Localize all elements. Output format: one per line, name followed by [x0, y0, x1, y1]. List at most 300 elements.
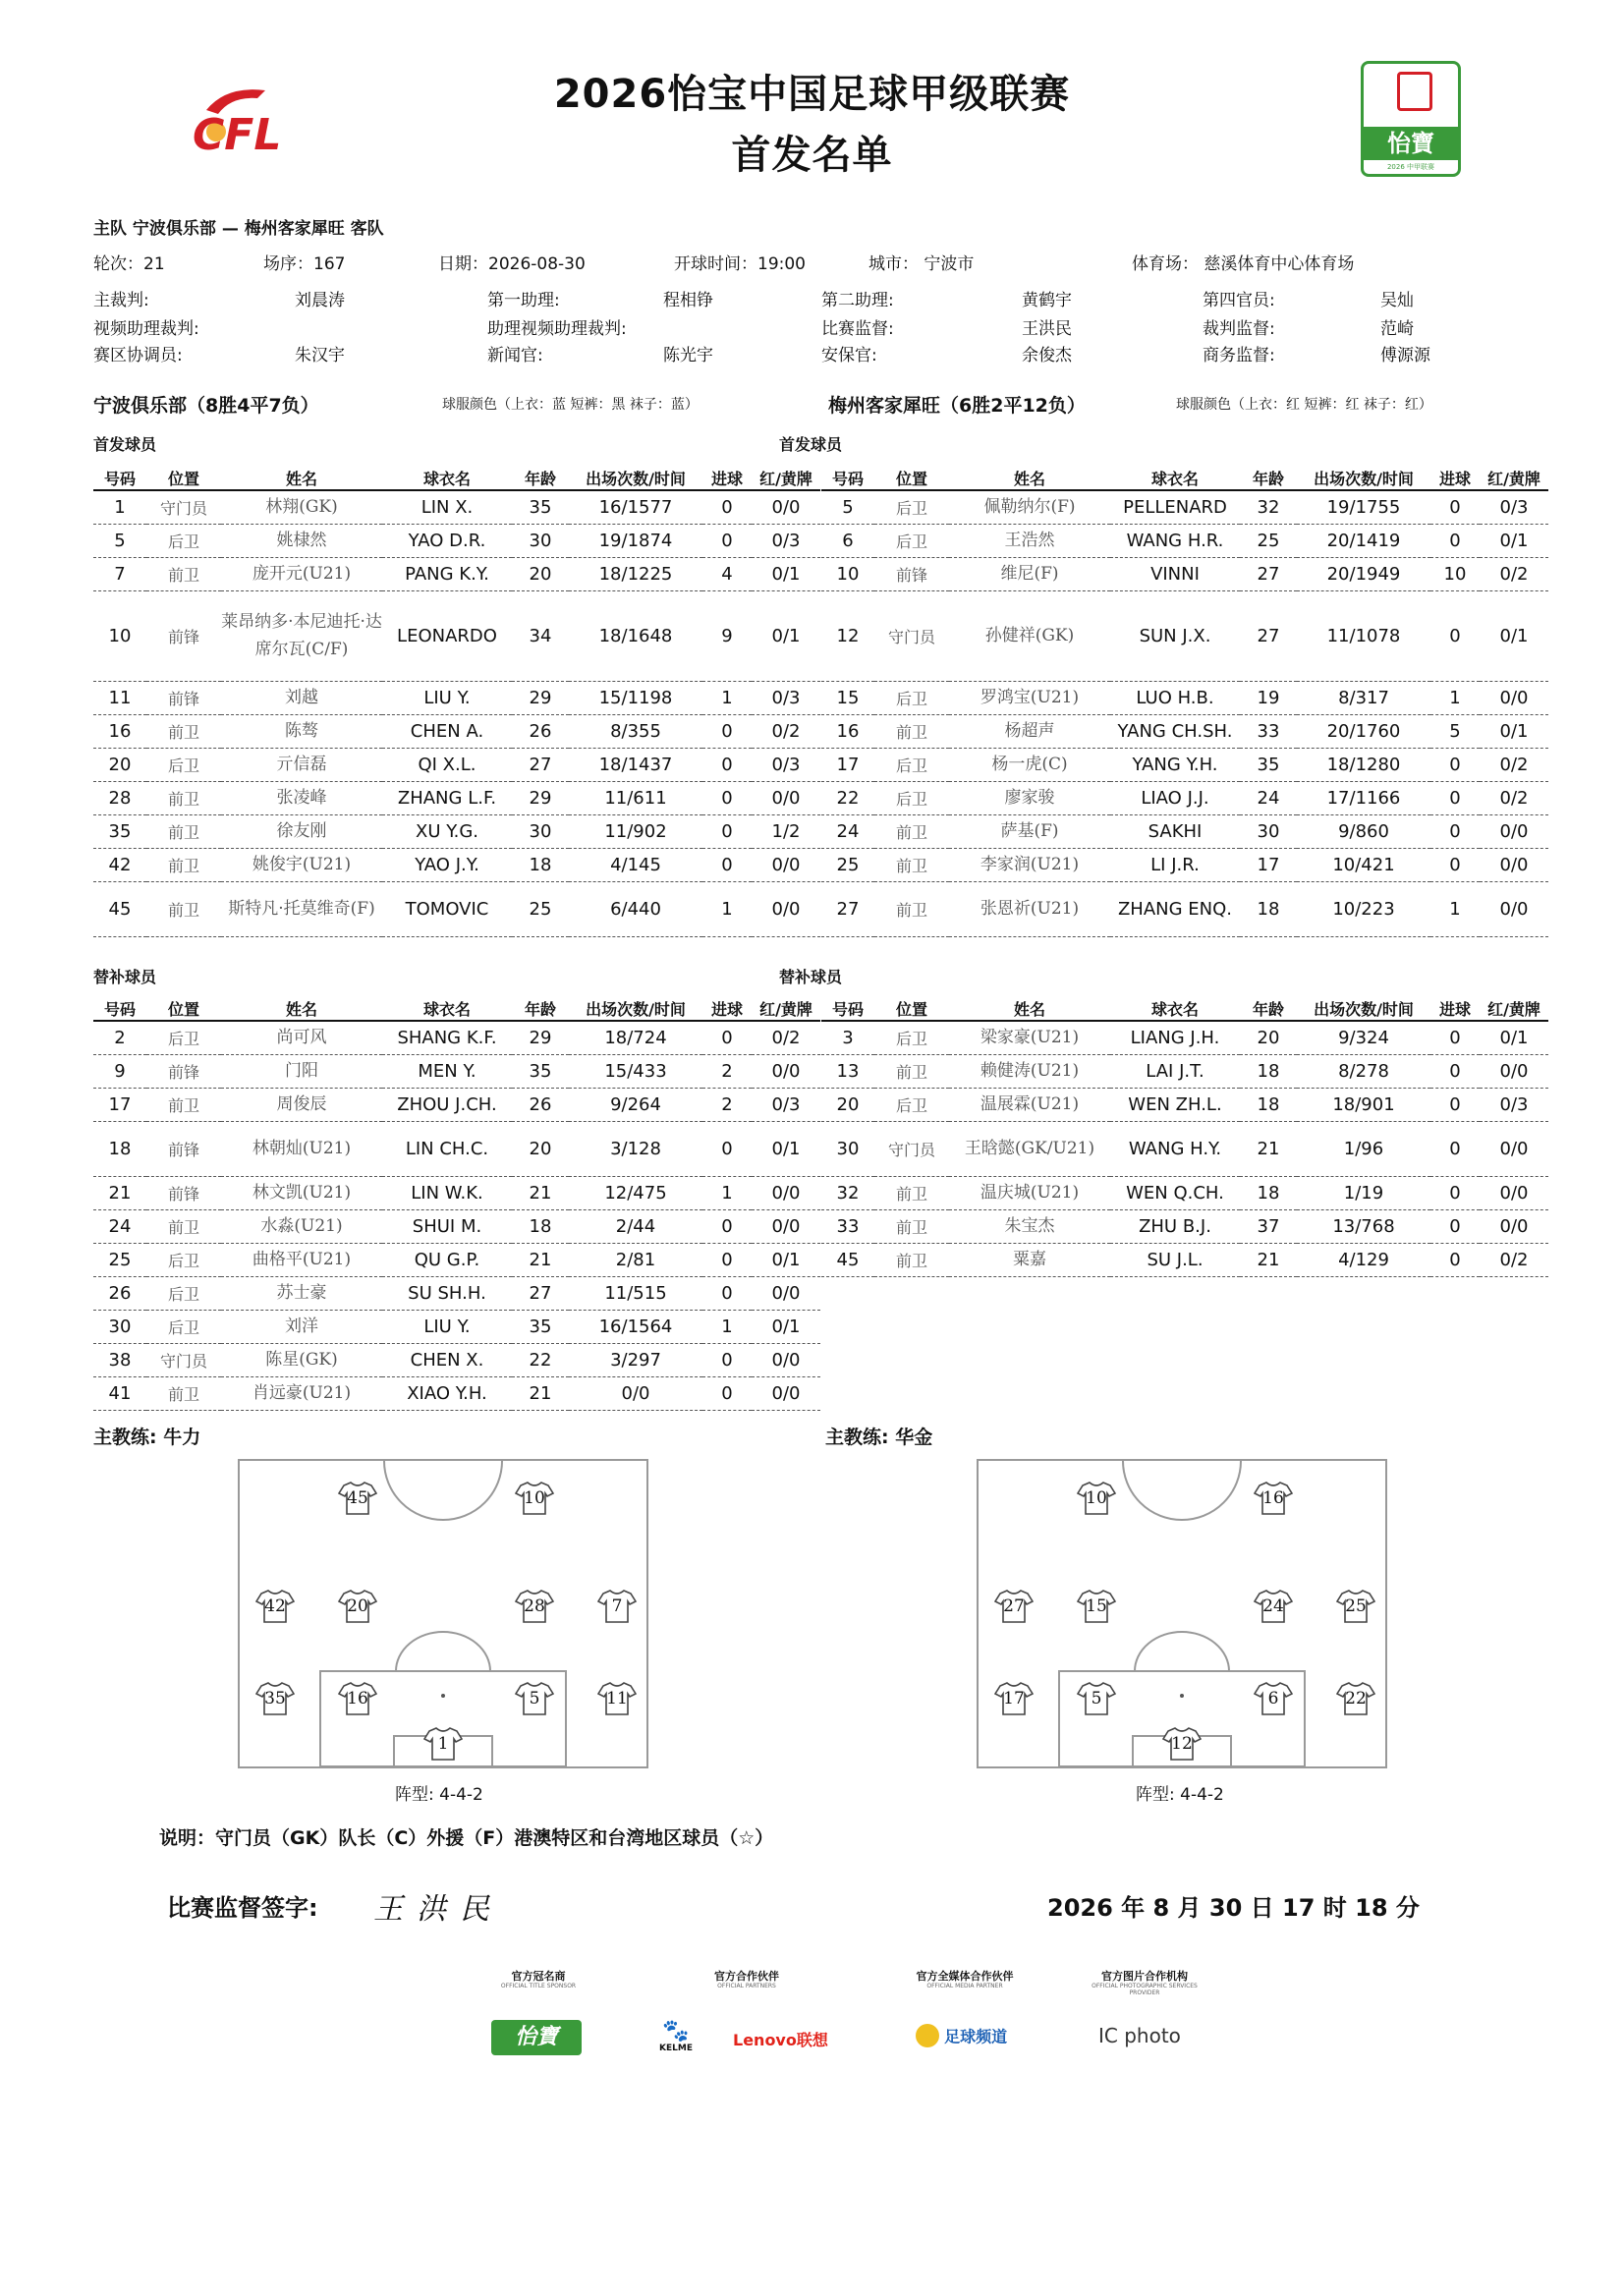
- cell-age: 27: [1240, 590, 1297, 681]
- cell-name: 莱昂纳多·本尼迪托·达席尔瓦(C/F): [221, 590, 382, 681]
- player-shirt-icon: 24: [1254, 1589, 1293, 1624]
- away-subs-label: 替补球员: [779, 968, 843, 986]
- cell-jersey-name: LUO H.B.: [1110, 681, 1240, 714]
- cell-apps: 18/1437: [569, 748, 702, 781]
- player-shirt-icon: 16: [338, 1681, 377, 1716]
- cell-position: 后卫: [874, 781, 949, 814]
- cell-goals: 0: [702, 1243, 752, 1276]
- cell-number: 10: [821, 557, 874, 590]
- cell-jersey-name: PELLENARD: [1110, 490, 1240, 524]
- cell-name: 曲格平(U21): [221, 1243, 382, 1276]
- cell-age: 27: [1240, 557, 1297, 590]
- cell-name: 陈骜: [221, 714, 382, 748]
- cell-age: 25: [1240, 524, 1297, 557]
- player-shirt-icon: 20: [338, 1589, 377, 1624]
- cell-position: 后卫: [874, 748, 949, 781]
- table-row: [821, 590, 1548, 681]
- match-date: 日期：2026-08-30: [438, 254, 586, 274]
- cell-age: 20: [512, 1121, 569, 1176]
- round: 轮次：21: [93, 254, 165, 274]
- cell-number: 5: [93, 524, 146, 557]
- cell-number: 16: [821, 714, 874, 748]
- cell-cards: 0/0: [1480, 881, 1548, 936]
- ic-photo-logo: IC photo: [1098, 2024, 1181, 2047]
- sponsor-heading-1: 官方冠名商: [511, 1970, 566, 1983]
- cell-name: 廖家骏: [949, 781, 1110, 814]
- cell-name: 王晗懿(GK/U21): [949, 1121, 1110, 1176]
- player-shirt-icon: 27: [994, 1589, 1034, 1624]
- kelme-logo: 🐾 KELME: [659, 2019, 693, 2053]
- away-formation-pitch: [977, 1459, 1387, 1768]
- cell-apps: 16/1564: [569, 1310, 702, 1343]
- cell-cards: 0/2: [1480, 748, 1548, 781]
- cell-jersey-name: SUN J.X.: [1110, 590, 1240, 681]
- cell-age: 21: [1240, 1121, 1297, 1176]
- cell-jersey-name: ZHANG L.F.: [382, 781, 512, 814]
- signature-datetime: 2026 年 8 月 30 日 17 时 18 分: [1047, 1894, 1420, 1922]
- cell-cards: 0/2: [752, 1021, 820, 1054]
- home-team-name: 宁波俱乐部（8胜4平7负）: [93, 395, 319, 417]
- cell-apps: 20/1419: [1297, 524, 1430, 557]
- away-team-name: 梅州客家犀旺（6胜2平12负）: [828, 395, 1086, 417]
- cell-jersey-name: LI J.R.: [1110, 848, 1240, 881]
- player-shirt-icon: 25: [1336, 1589, 1375, 1624]
- cell-name: 温庆城(U21): [949, 1176, 1110, 1209]
- cell-position: 守门员: [874, 1121, 949, 1176]
- cell-position: 前锋: [146, 590, 221, 681]
- away-formation: 阵型: 4-4-2: [1136, 1785, 1224, 1805]
- cell-name: 尚可风: [221, 1021, 382, 1054]
- cell-name: 温展霖(U21): [949, 1088, 1110, 1121]
- cell-cards: 0/2: [1480, 781, 1548, 814]
- col-header-apps: 出场次数/时间: [569, 996, 702, 1021]
- cell-cards: 0/3: [752, 1088, 820, 1121]
- table-row: [93, 1209, 820, 1243]
- cell-apps: 2/44: [569, 1209, 702, 1243]
- cell-goals: 2: [702, 1088, 752, 1121]
- cell-apps: 15/433: [569, 1054, 702, 1088]
- cell-jersey-name: XIAO Y.H.: [382, 1376, 512, 1410]
- player-shirt-icon: 22: [1336, 1681, 1375, 1716]
- col-header-goals: 进球: [1430, 466, 1480, 490]
- cell-goals: 0: [702, 524, 752, 557]
- cell-apps: 4/129: [1297, 1243, 1430, 1276]
- home-starters-label: 首发球员: [93, 435, 157, 454]
- player-shirt-icon: 45: [338, 1481, 377, 1516]
- cell-number: 12: [821, 590, 874, 681]
- cell-number: 9: [93, 1054, 146, 1088]
- cell-number: 35: [93, 814, 146, 848]
- cell-age: 18: [1240, 881, 1297, 936]
- cell-cards: 0/2: [1480, 1243, 1548, 1276]
- player-shirt-icon: 5: [1077, 1681, 1116, 1716]
- col-header-name: 姓名: [221, 466, 382, 490]
- sponsor-sub-4: OFFICIAL PHOTOGRAPHIC SERVICES PROVIDER: [1092, 1983, 1198, 1996]
- player-shirt-icon: 11: [597, 1681, 637, 1716]
- player-shirt-icon: 12: [1162, 1726, 1202, 1762]
- home-coach: 主教练: 牛力: [93, 1427, 201, 1448]
- cell-jersey-name: QI X.L.: [382, 748, 512, 781]
- cell-number: 28: [93, 781, 146, 814]
- cell-number: 33: [821, 1209, 874, 1243]
- cell-apps: 11/902: [569, 814, 702, 848]
- table-row: [821, 1121, 1548, 1176]
- cell-jersey-name: SU J.L.: [1110, 1243, 1240, 1276]
- cell-apps: 9/860: [1297, 814, 1430, 848]
- cell-position: 前卫: [874, 714, 949, 748]
- col-header-name: 姓名: [221, 996, 382, 1021]
- col-header-number: 号码: [821, 466, 874, 490]
- cell-cards: 0/0: [752, 1209, 820, 1243]
- table-row: [821, 1054, 1548, 1088]
- table-row: [821, 814, 1548, 848]
- player-shirt-icon: 6: [1254, 1681, 1293, 1716]
- page-subtitle: 首发名单: [731, 133, 893, 178]
- match-no: 场序：167: [263, 254, 346, 274]
- official-label4-1: 裁判监督:: [1203, 319, 1275, 339]
- cell-position: 前锋: [146, 681, 221, 714]
- cell-jersey-name: YANG Y.H.: [1110, 748, 1240, 781]
- cell-apps: 0/0: [569, 1376, 702, 1410]
- cell-cards: 0/0: [752, 1176, 820, 1209]
- official-value4-0: 吴灿: [1380, 291, 1414, 310]
- cell-cards: 0/1: [1480, 1021, 1548, 1054]
- sponsor-heading-4: 官方图片合作机构: [1101, 1970, 1188, 1983]
- cell-goals: 1: [702, 1176, 752, 1209]
- col-header-age: 年龄: [512, 996, 569, 1021]
- cell-number: 1: [93, 490, 146, 524]
- cell-goals: 2: [702, 1054, 752, 1088]
- table-row: [821, 490, 1548, 524]
- cell-apps: 13/768: [1297, 1209, 1430, 1243]
- cell-number: 45: [93, 881, 146, 936]
- table-row: [93, 1121, 820, 1176]
- table-row: [93, 1088, 820, 1121]
- cell-name: 朱宝杰: [949, 1209, 1110, 1243]
- away-starters-label: 首发球员: [779, 435, 843, 454]
- cell-apps: 10/223: [1297, 881, 1430, 936]
- col-header-age: 年龄: [1240, 466, 1297, 490]
- cell-apps: 16/1577: [569, 490, 702, 524]
- cell-age: 35: [512, 1054, 569, 1088]
- cell-apps: 19/1874: [569, 524, 702, 557]
- table-row: [821, 714, 1548, 748]
- cell-cards: 0/3: [1480, 1088, 1548, 1121]
- svg-text:CFL: CFL: [193, 110, 282, 159]
- cell-jersey-name: LIN X.: [382, 490, 512, 524]
- cell-position: 后卫: [146, 1243, 221, 1276]
- cell-apps: 17/1166: [1297, 781, 1430, 814]
- cell-apps: 8/355: [569, 714, 702, 748]
- table-row: [821, 557, 1548, 590]
- cell-goals: 0: [702, 714, 752, 748]
- away-kit: 球服颜色（上衣：红 短裤：红 袜子：红）: [1176, 397, 1432, 413]
- table-row: [821, 1176, 1548, 1209]
- cell-age: 24: [1240, 781, 1297, 814]
- cell-jersey-name: ZHOU J.CH.: [382, 1088, 512, 1121]
- cell-position: 前卫: [874, 1176, 949, 1209]
- cell-goals: 0: [1430, 1121, 1480, 1176]
- table-row: [93, 590, 820, 681]
- cell-name: 肖远豪(U21): [221, 1376, 382, 1410]
- cell-number: 30: [821, 1121, 874, 1176]
- cell-goals: 4: [702, 557, 752, 590]
- cell-jersey-name: WANG H.Y.: [1110, 1121, 1240, 1176]
- cell-age: 35: [1240, 748, 1297, 781]
- cell-cards: 0/1: [752, 1243, 820, 1276]
- cell-name: 周俊辰: [221, 1088, 382, 1121]
- cell-cards: 0/0: [752, 1343, 820, 1376]
- cell-position: 前卫: [874, 881, 949, 936]
- cell-position: 后卫: [874, 1088, 949, 1121]
- cell-jersey-name: LIU Y.: [382, 1310, 512, 1343]
- cell-goals: 0: [702, 1376, 752, 1410]
- table-row: [93, 1021, 820, 1054]
- official-value-0: 刘晨涛: [295, 291, 345, 310]
- stadium: 体育场： 慈溪体育中心体育场: [1132, 254, 1355, 274]
- sponsor-heading-2: 官方合作伙伴: [714, 1970, 779, 1983]
- home-formation: 阵型: 4-4-2: [395, 1785, 483, 1805]
- cell-number: 17: [93, 1088, 146, 1121]
- official-label2-2: 新闻官:: [487, 346, 543, 365]
- cell-jersey-name: MEN Y.: [382, 1054, 512, 1088]
- cell-apps: 19/1755: [1297, 490, 1430, 524]
- cell-goals: 1: [1430, 881, 1480, 936]
- cell-name: 粟嘉: [949, 1243, 1110, 1276]
- cell-cards: 0/1: [1480, 524, 1548, 557]
- city: 城市： 宁波市: [868, 254, 975, 274]
- legend-note: 说明：守门员（GK）队长（C）外援（F）港澳特区和台湾地区球员（☆）: [159, 1827, 774, 1849]
- cell-age: 21: [512, 1243, 569, 1276]
- cell-name: 徐友刚: [221, 814, 382, 848]
- cell-goals: 0: [1430, 1243, 1480, 1276]
- cell-age: 18: [1240, 1176, 1297, 1209]
- cell-apps: 18/1280: [1297, 748, 1430, 781]
- official-value3-0: 黄鹤宇: [1022, 291, 1072, 310]
- cell-name: 张恩祈(U21): [949, 881, 1110, 936]
- table-row: [821, 1088, 1548, 1121]
- signature-handwriting: 王洪民: [373, 1892, 503, 1927]
- cell-goals: 0: [1430, 490, 1480, 524]
- cell-age: 27: [512, 1276, 569, 1310]
- cell-cards: 0/0: [752, 1054, 820, 1088]
- cell-apps: 3/128: [569, 1121, 702, 1176]
- cell-position: 前卫: [874, 848, 949, 881]
- cell-name: 王浩然: [949, 524, 1110, 557]
- cell-cards: 0/3: [752, 524, 820, 557]
- cell-cards: 0/2: [1480, 557, 1548, 590]
- cell-jersey-name: LEONARDO: [382, 590, 512, 681]
- cell-name: 林文凯(U21): [221, 1176, 382, 1209]
- sponsor-heading-3: 官方全媒体合作伙伴: [916, 1970, 1014, 1983]
- cell-name: 刘洋: [221, 1310, 382, 1343]
- cell-age: 26: [512, 714, 569, 748]
- cell-goals: 0: [702, 1276, 752, 1310]
- away-starters-table: [821, 466, 1548, 937]
- table-row: [821, 681, 1548, 714]
- cell-age: 17: [1240, 848, 1297, 881]
- cell-cards: 0/0: [1480, 848, 1548, 881]
- cell-apps: 12/475: [569, 1176, 702, 1209]
- cell-apps: 18/1648: [569, 590, 702, 681]
- col-header-position: 位置: [146, 996, 221, 1021]
- player-shirt-icon: 28: [515, 1589, 554, 1624]
- player-shirt-icon: 5: [515, 1681, 554, 1716]
- cell-name: 张凌峰: [221, 781, 382, 814]
- cell-age: 26: [512, 1088, 569, 1121]
- col-header-cards: 红/黄牌: [752, 996, 820, 1021]
- cell-jersey-name: YAO J.Y.: [382, 848, 512, 881]
- cell-goals: 5: [1430, 714, 1480, 748]
- cell-jersey-name: SAKHI: [1110, 814, 1240, 848]
- table-row: [821, 1021, 1548, 1054]
- cell-apps: 3/297: [569, 1343, 702, 1376]
- table-row: [93, 524, 820, 557]
- cell-name: 陈星(GK): [221, 1343, 382, 1376]
- cell-jersey-name: SU SH.H.: [382, 1276, 512, 1310]
- sponsor-sub-3: OFFICIAL MEDIA PARTNER: [926, 1983, 1003, 1989]
- cell-age: 21: [1240, 1243, 1297, 1276]
- cell-cards: 0/1: [1480, 590, 1548, 681]
- table-row: [93, 681, 820, 714]
- cell-goals: 1: [702, 881, 752, 936]
- official-label3-0: 第二助理:: [821, 291, 894, 310]
- cell-goals: 1: [702, 1310, 752, 1343]
- cell-age: 29: [512, 781, 569, 814]
- official-label2-0: 第一助理:: [487, 291, 560, 310]
- home-kit: 球服颜色（上衣：蓝 短裤：黑 袜子：蓝）: [442, 397, 699, 413]
- cell-cards: 0/1: [752, 1310, 820, 1343]
- cell-number: 10: [93, 590, 146, 681]
- cell-jersey-name: VINNI: [1110, 557, 1240, 590]
- cell-age: 18: [512, 1209, 569, 1243]
- player-shirt-icon: 10: [1077, 1481, 1116, 1516]
- home-formation-pitch: [238, 1459, 648, 1768]
- col-header-cards: 红/黄牌: [752, 466, 820, 490]
- col-header-apps: 出场次数/时间: [569, 466, 702, 490]
- cell-jersey-name: LIU Y.: [382, 681, 512, 714]
- cell-jersey-name: LIN CH.C.: [382, 1121, 512, 1176]
- cell-age: 35: [512, 1310, 569, 1343]
- cell-goals: 0: [1430, 848, 1480, 881]
- table-row: [93, 1054, 820, 1088]
- cell-number: 13: [821, 1054, 874, 1088]
- cell-cards: 0/0: [752, 781, 820, 814]
- cell-age: 29: [512, 1021, 569, 1054]
- cell-cards: 0/2: [752, 714, 820, 748]
- player-shirt-icon: 17: [994, 1681, 1034, 1716]
- cell-jersey-name: YANG CH.SH.: [1110, 714, 1240, 748]
- col-header-jersey-name: 球衣名: [1110, 466, 1240, 490]
- cell-apps: 6/440: [569, 881, 702, 936]
- cell-name: 庞开元(U21): [221, 557, 382, 590]
- cell-goals: 0: [1430, 781, 1480, 814]
- table-row: [93, 1343, 820, 1376]
- cell-apps: 1/96: [1297, 1121, 1430, 1176]
- cell-goals: 0: [702, 848, 752, 881]
- cell-number: 41: [93, 1376, 146, 1410]
- cell-jersey-name: QU G.P.: [382, 1243, 512, 1276]
- cell-position: 后卫: [146, 1310, 221, 1343]
- cell-cards: 0/1: [752, 1121, 820, 1176]
- cell-name: 孙健祥(GK): [949, 590, 1110, 681]
- table-row: [821, 848, 1548, 881]
- cell-position: 前卫: [874, 814, 949, 848]
- cell-apps: 8/278: [1297, 1054, 1430, 1088]
- cell-number: 21: [93, 1176, 146, 1209]
- cell-number: 25: [93, 1243, 146, 1276]
- official-label4-0: 第四官员:: [1203, 291, 1275, 310]
- cell-goals: 0: [702, 748, 752, 781]
- cell-goals: 0: [1430, 1209, 1480, 1243]
- official-label4-2: 商务监督:: [1203, 346, 1275, 365]
- cell-name: 斯特凡·托莫维奇(F): [221, 881, 382, 936]
- cell-cards: 0/1: [1480, 714, 1548, 748]
- cell-goals: 0: [1430, 1176, 1480, 1209]
- cell-number: 20: [821, 1088, 874, 1121]
- cell-age: 30: [1240, 814, 1297, 848]
- official-label-1: 视频助理裁判:: [93, 319, 199, 339]
- cell-name: 维尼(F): [949, 557, 1110, 590]
- cell-number: 6: [821, 524, 874, 557]
- cell-number: 24: [93, 1209, 146, 1243]
- cell-jersey-name: WEN ZH.L.: [1110, 1088, 1240, 1121]
- sponsor-sub-1: OFFICIAL TITLE SPONSOR: [500, 1983, 577, 1989]
- home-starters-table: [93, 466, 820, 937]
- table-row: [821, 1243, 1548, 1276]
- cell-cards: 0/0: [752, 1376, 820, 1410]
- official-value-2: 朱汉宇: [295, 346, 345, 365]
- table-row: [821, 524, 1548, 557]
- cell-goals: 0: [1430, 524, 1480, 557]
- cell-goals: 0: [702, 1021, 752, 1054]
- cell-cards: 1/2: [752, 814, 820, 848]
- cell-apps: 2/81: [569, 1243, 702, 1276]
- table-row: [821, 781, 1548, 814]
- pitch-lines: [979, 1461, 1385, 1766]
- cell-cards: 0/0: [1480, 681, 1548, 714]
- cell-name: 杨一虎(C): [949, 748, 1110, 781]
- cell-apps: 18/724: [569, 1021, 702, 1054]
- player-shirt-icon: 15: [1077, 1589, 1116, 1624]
- cell-apps: 9/264: [569, 1088, 702, 1121]
- cell-position: 前锋: [874, 557, 949, 590]
- away-subs-table: [821, 996, 1548, 1277]
- col-header-goals: 进球: [702, 466, 752, 490]
- cell-name: 门阳: [221, 1054, 382, 1088]
- cell-name: 赖健涛(U21): [949, 1054, 1110, 1088]
- cell-name: 亓信磊: [221, 748, 382, 781]
- cell-name: 林翔(GK): [221, 490, 382, 524]
- table-row: [93, 557, 820, 590]
- col-header-cards: 红/黄牌: [1480, 996, 1548, 1021]
- player-shirt-icon: 35: [255, 1681, 295, 1716]
- col-header-jersey-name: 球衣名: [382, 466, 512, 490]
- cell-position: 后卫: [874, 524, 949, 557]
- cell-number: 17: [821, 748, 874, 781]
- cell-goals: 0: [1430, 814, 1480, 848]
- col-header-apps: 出场次数/时间: [1297, 466, 1430, 490]
- cell-age: 18: [1240, 1088, 1297, 1121]
- official-label-0: 主裁判:: [93, 291, 149, 310]
- player-shirt-icon: 42: [255, 1589, 295, 1624]
- cell-jersey-name: SHUI M.: [382, 1209, 512, 1243]
- col-header-position: 位置: [874, 996, 949, 1021]
- cell-apps: 11/515: [569, 1276, 702, 1310]
- cell-age: 35: [512, 490, 569, 524]
- table-row: [93, 848, 820, 881]
- cell-apps: 8/317: [1297, 681, 1430, 714]
